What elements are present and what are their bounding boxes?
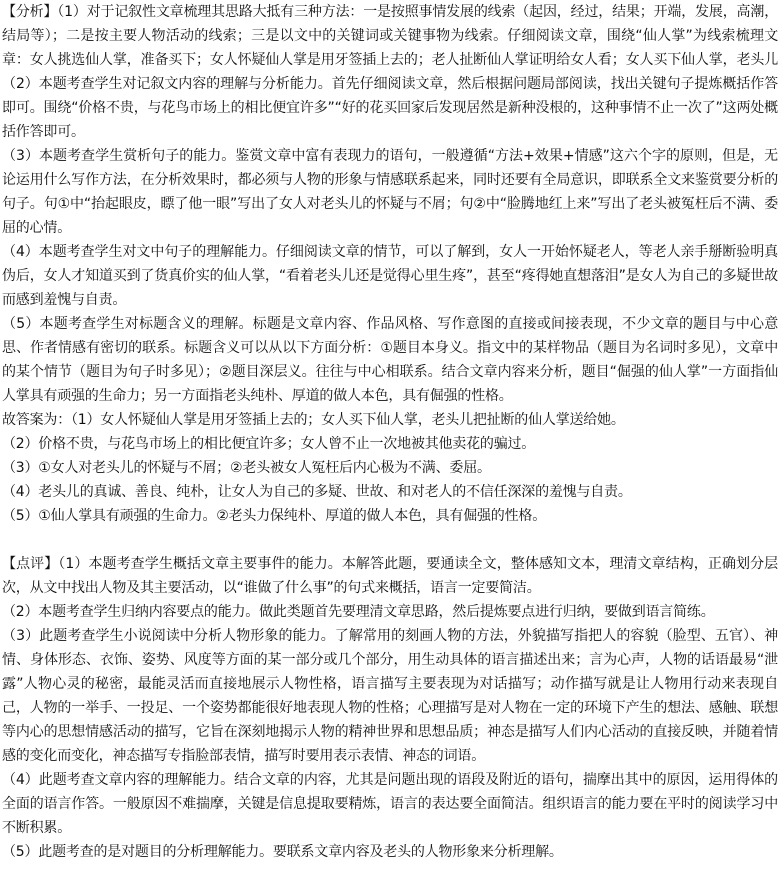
analysis-paragraph-4: （4）本题考查学生对文中句子的理解能力。仔细阅读文章的情节，可以了解到，女人一开始怀疑老人，等老人亲手掰断验明真伪后，女人才知道买到了货真价实的仙人掌，“看着老头儿还是觉得心里生疼”，甚至“疼得她直想落泪”是女人为自己的多疑世故而感到羞愧与自责。 — [2, 244, 778, 308]
review-paragraph-2: （2）本题考查学生归纳内容要点的能力。做此类题首先要理清文章思路，然后提炼要点进行归纳，要做到语言简练。 — [2, 604, 715, 620]
answer-line-1: 故答案为：（1）女人怀疑仙人掌是用牙签插上去的；女人买下仙人掌，老头儿把扯断的仙人掌送给她。 — [2, 412, 625, 428]
review-paragraph-1: 【点评】（1）本题考查学生概括文章主要事件的能力。本解答此题，要通读全文，整体感知文本，理清文章结构，正确划分层次，从文中找出人物及其主要活动，以“谁做了什么事”的句式来概括，语言一定要简洁。 — [2, 556, 778, 596]
review-section — [0, 552, 780, 864]
answer-line-5: （5）①仙人掌具有顽强的生命力。②老头力保纯朴、厚道的做人本色，具有倔强的性格。 — [2, 508, 547, 524]
answer-line-2: （2）价格不贵，与花鸟市场上的相比便宜许多；女人曾不止一次地被其他卖花的骗过。 — [2, 436, 536, 452]
review-paragraph-5: （5）此题考查的是对题目的分析理解能力。要联系文章内容及老头的人物形象来分析理解。 — [2, 844, 563, 860]
analysis-paragraph-3: （3）本题考查学生赏析句子的能力。鉴赏文章中富有表现力的语句，一般遵循“方法+效果+情感”这六个字的原则，但是，无论运用什么写作方法，在分析效果时，都必须与人物的形象与情感联系起来，同时还要有全局意识，即联系全文来鉴赏要分析的句子。句①中“抬起眼皮，瞟了他一眼”写出了女人对老头儿的怀疑与不屑；句②中“脸腾地红上来”写出了老头被冤枉后不满、委屈的心情。 — [2, 148, 778, 236]
analysis-paragraph-2: （2）本题考查学生对记叙文内容的理解与分析能力。首先仔细阅读文章，然后根据问题局部阅读，找出关键句子提炼概括作答即可。围绕“价格不贵，与花鸟市场上的相比便宜许多”“好的花买回家后发现居然是新种没根的，这种事情不止一次了”这两处概括作答即可。 — [2, 76, 778, 140]
analysis-paragraph-5: （5）本题考查学生对标题含义的理解。标题是文章内容、作品风格、写作意图的直接或间接表现，不少文章的题目与中心意思、作者情感有密切的联系。标题含义可以从以下方面分析：①题目本身义。指文中的某样物品（题目为名词时多见），文章中的某个情节（题目为句子时多见）；②题目深层义。往往与中心相联系。结合文章内容来分析，题目“倔强的仙人掌”一方面指仙人掌具有顽强的生命力；另一方面指老头纯朴、厚道的做人本色，具有倔强的性格。 — [2, 316, 778, 404]
review-paragraph-4: （4）此题考查文章内容的理解能力。结合文章的内容，尤其是问题出现的语段及附近的语句，揣摩出其中的原因，运用得体的全面的语言作答。一般原因不难揣摩，关键是信息提取要精炼，语言的表达要全面简洁。组织语言的能力要在平时的阅读学习中不断积累。 — [2, 772, 778, 836]
analysis-paragraph-1: 【分析】（1）对于记叙性文章梳理其思路大抵有三种方法：一是按照事情发展的线索（起因，经过，结果；开端，发展，高潮，结局等）；二是按主要人物活动的线索；三是以文中的关键词或关键事物为线索。仔细阅读文章，围绕“仙人掌”为线索梳理文章：女人挑选仙人掌，准备买下；女人怀疑仙人掌是用牙签插上去的；老人扯断仙人掌证明给女人看；女人买下仙人掌，老头儿 — [2, 4, 778, 68]
answer-line-3: （3）①女人对老头儿的怀疑与不屑；②老头被女人冤枉后内心极为不满、委屈。 — [2, 460, 491, 476]
answer-block — [2, 408, 778, 528]
answer-line-4: （4）老头儿的真诚、善良、纯朴，让女人为自己的多疑、世故、和对老人的不信任深深的羞愧与自责。 — [2, 484, 632, 500]
review-paragraph-3: （3）此题考查学生小说阅读中分析人物形象的能力。了解常用的刻画人物的方法，外貌描写指把人的容貌（脸型、五官）、神情、身体形态、衣饰、姿势、风度等方面的某一部分或几个部分，用生动具体的语言描述出来；言为心声，人物的话语最易“泄露”人物心灵的秘密，最能灵活而直接地展示人物性格，语言描写主要表现为对话描写；动作描写就是让人物用行动来表现自己，人物的一举手、一投足、一个姿势都能很好地表现人物的性格；心理描写是对人物在一定的环境下产生的想法、感触、联想等内心的思想情感活动的描写，它旨在深刻地揭示人物的精神世界和思想品质；神态是描写人们内心活动的直接反映，并随着情感的变化而变化，神态描写专指脸部表情，描写时要用表示表情、神态的词语。 — [2, 628, 778, 764]
